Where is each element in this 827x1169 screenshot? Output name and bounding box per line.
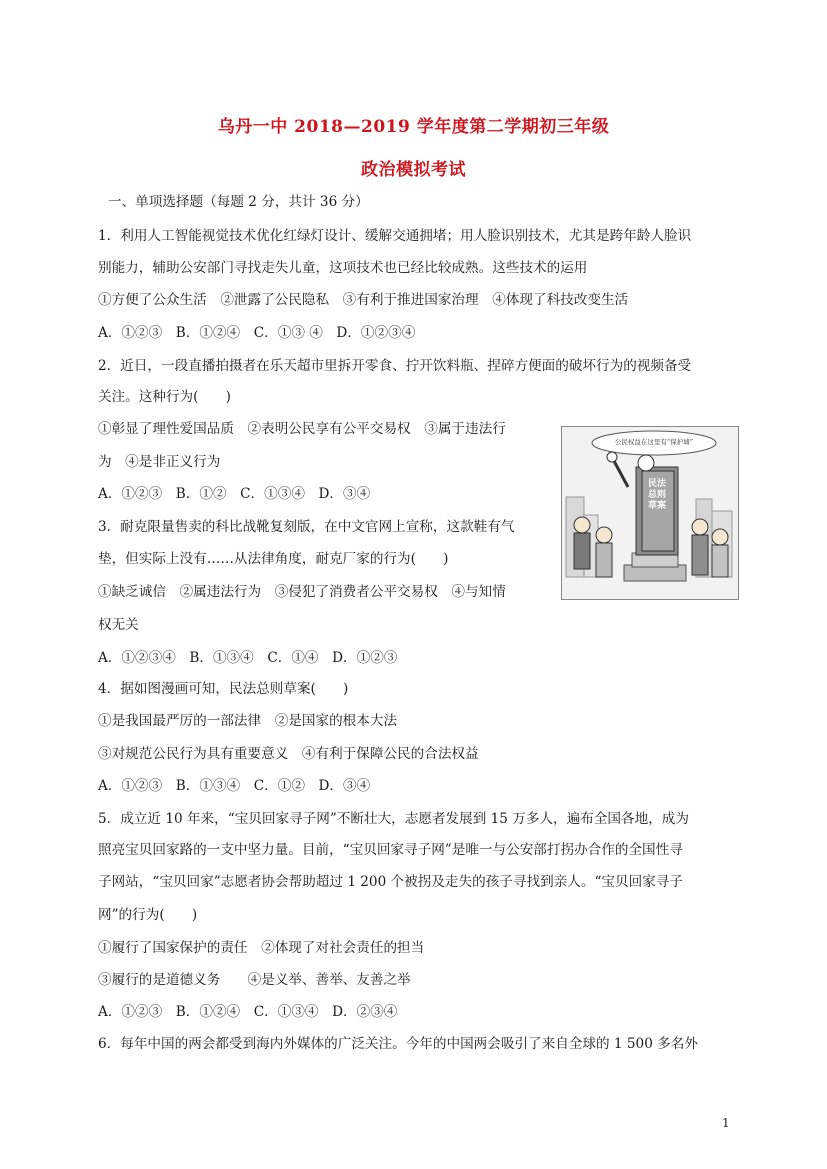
text-line: A．①②③ B．①② C．①③④ D．③④	[98, 486, 371, 502]
text-line: 4．据如图漫画可知，民法总则草案( )	[98, 681, 349, 697]
text-line: 1．利用人工智能视觉技术优化红绿灯设计、缓解交通拥堵；用人脸识别技术，尤其是跨年龄人脸识	[98, 228, 692, 244]
cartoon-book-label: 民法总则草案	[648, 479, 667, 511]
text-line: A．①②③ B．①③④ C．①② D．③④	[98, 778, 371, 794]
text-line: 5．成立近 10 年来，“宝贝回家寻子网”不断壮大，志愿者发展到 15 万多人，遍布全国各地，成为	[98, 811, 689, 827]
exam-title: 乌丹一中 2018—2019 学年度第二学期初三年级	[217, 117, 610, 137]
page-number: 1	[722, 1116, 730, 1130]
text-line: 别能力，辅助公安部门寻找走失儿童，这项技术也已经比较成熟。这些技术的运用	[98, 260, 588, 276]
text-line: 垫，但实际上没有……从法律角度，耐克厂家的行为( )	[98, 551, 449, 567]
cartoon-drawing	[562, 427, 738, 599]
text-line: 子网站，“宝贝回家”志愿者协会帮助超过 1 200 个被拐及走失的孩子寻找到亲人。“宝贝回家寻子	[98, 874, 683, 890]
text-line: 网”的行为( )	[98, 907, 198, 923]
cartoon-illustration	[561, 426, 739, 600]
text-line: A．①②③ B．①②④ C．①③④ D．②③④	[98, 1004, 398, 1020]
text-line: A．①②③ B．①②④ C．①③ ④ D．①②③④	[98, 325, 416, 341]
text-line: 2．近日，一段直播拍摄者在乐天超市里拆开零食、拧开饮料瓶、捏碎方便面的破坏行为的视频备受	[98, 358, 692, 374]
text-line: 为 ④是非正义行为	[98, 454, 221, 470]
text-line: ①缺乏诚信 ②属违法行为 ③侵犯了消费者公平交易权 ④与知情	[98, 584, 506, 600]
text-line: 照亮宝贝回家路的一支中坚力量。目前，“宝贝回家寻子网”是唯一与公安部打拐办合作的全国性寻	[98, 842, 683, 858]
cartoon-speech-text: 公民权益在这里有“保护墙”	[614, 438, 694, 446]
exam-subtitle: 政治模拟考试	[361, 160, 466, 180]
text-line: 3．耐克限量售卖的科比战靴复刻版，在中文官网上宣称，这款鞋有气	[98, 519, 515, 535]
text-line: 权无关	[98, 617, 139, 633]
text-line: 关注。这种行为( )	[98, 389, 231, 405]
text-line: ①是我国最严厉的一部法律 ②是国家的根本大法	[98, 713, 398, 729]
text-line: ③履行的是道德义务 ④是义举、善举、友善之举	[98, 972, 411, 988]
text-line: ③对规范公民行为具有重要意义 ④有利于保障公民的合法权益	[98, 746, 479, 762]
text-line: 6．每年中国的两会都受到海内外媒体的广泛关注。今年的中国两会吸引了来自全球的 1 500 多名外	[98, 1036, 698, 1052]
text-line: ①彰显了理性爱国品质 ②表明公民享有公平交易权 ③属于违法行	[98, 421, 506, 437]
text-line: ①方便了公众生活 ②泄露了公民隐私 ③有利于推进国家治理 ④体现了科技改变生活	[98, 292, 629, 308]
section-heading: 一、单项选择题（每题 2 分，共计 36 分）	[108, 194, 369, 210]
text-line: A．①②③④ B．①③④ C．①④ D．①②③	[98, 650, 398, 666]
text-line: ①履行了国家保护的责任 ②体现了对社会责任的担当	[98, 940, 425, 956]
